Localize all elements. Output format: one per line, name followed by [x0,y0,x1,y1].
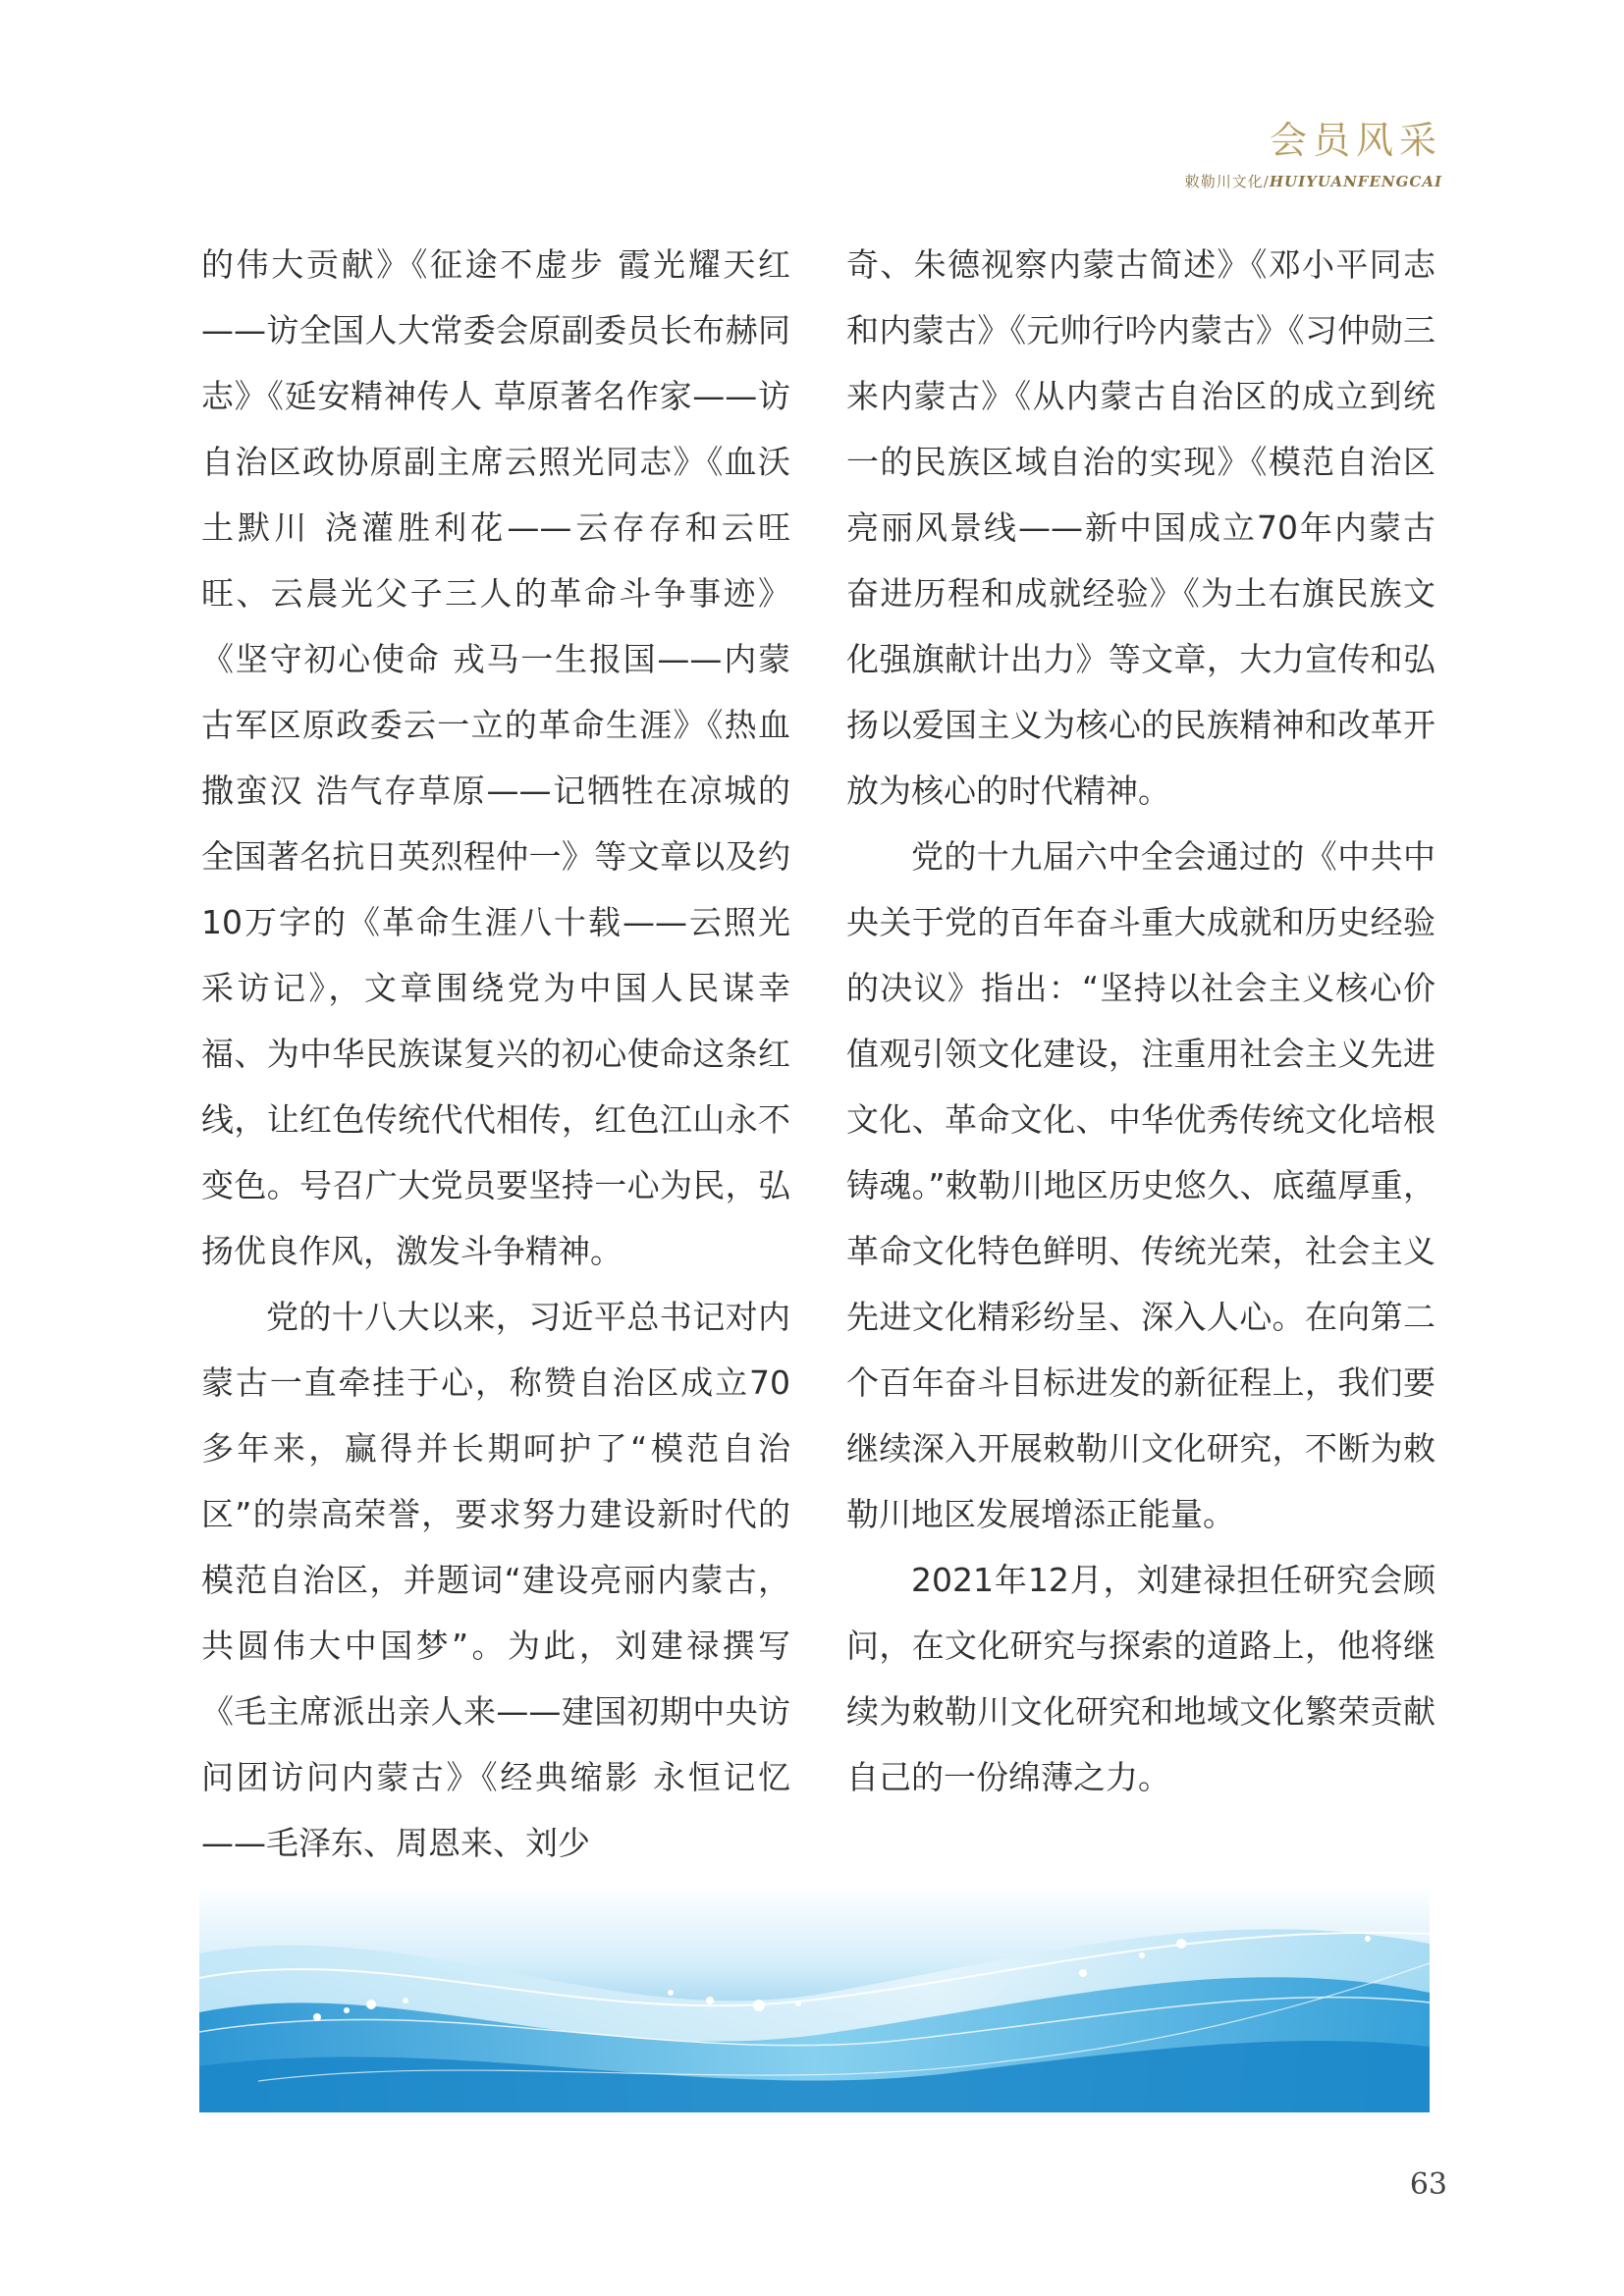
left-text-column [201,232,790,1876]
paragraph: 2021年12月，刘建禄担任研究会顾问，在文化研究与探索的道路上，他将继续为敕勒川文化研究和地域文化繁荣贡献自己的一份绵薄之力。 [846,1561,1435,1796]
subtitle-latin: HUIYUANFENGCAI [1269,173,1442,190]
decorative-wave-banner [199,1885,1430,2112]
subtitle-chinese: 敕勒川文化/ [1184,173,1270,190]
wave-graphic [199,1885,1430,2112]
page-number: 63 [1409,2167,1447,2202]
section-title: 会员风采 [1269,119,1442,162]
section-subtitle [1185,171,1442,191]
paragraph: 党的十八大以来，习近平总书记对内蒙古一直牵挂于心，称赞自治区成立70多年来，赢得并长期呵护了“模范自治区”的崇高荣誉，要求努力建设新时代的模范自治区，并题词“建设亮丽内蒙古，共圆伟大中国梦”。为此，刘建禄撰写《毛主席派出亲人来——建国初期中央访问团访问内蒙古》《经典缩影 永恒记忆——毛泽东、周恩来、刘少 [201,1298,790,1862]
paragraph: 奇、朱德视察内蒙古简述》《邓小平同志和内蒙古》《元帅行吟内蒙古》《习仲勋三来内蒙古》《从内蒙古自治区的成立到统一的民族区域自治的实现》《模范自治区 亮丽风景线——新中国成立70年内蒙古奋进历程和成就经验》《为土右旗民族文化强旗献计出力》等文章，大力宣传和弘扬以爱国主义为核心的民族精神和改革开放为核心的时代精神。 [846,245,1435,810]
right-text-column [846,232,1435,1810]
paragraph: 党的十九届六中全会通过的《中共中央关于党的百年奋斗重大成就和历史经验的决议》指出：“坚持以社会主义核心价值观引领文化建设，注重用社会主义先进文化、革命文化、中华优秀传统文化培根铸魂。”敕勒川地区历史悠久、底蕴厚重，革命文化特色鲜明、传统光荣，社会主义先进文化精彩纷呈、深入人心。在向第二个百年奋斗目标进发的新征程上，我们要继续深入开展敕勒川文化研究，不断为敕勒川地区发展增添正能量。 [846,837,1435,1533]
paragraph: 的伟大贡献》《征途不虚步 霞光耀天红——访全国人大常委会原副委员长布赫同志》《延安精神传人 草原著名作家——访自治区政协原副主席云照光同志》《血沃土默川 浇灌胜利花——云存存和云旺旺、云晨光父子三人的革命斗争事迹》《坚守初心使命 戎马一生报国——内蒙古军区原政委云一立的革命生涯》《热血撒蛮汉 浩气存草原——记牺牲在凉城的全国著名抗日英烈程仲一》等文章以及约10万字的《革命生涯八十载——云照光采访记》，文章围绕党为中国人民谋幸福、为中华民族谋复兴的初心使命这条红线，让红色传统代代相传，红色江山永不变色。号召广大党员要坚持一心为民，弘扬优良作风，激发斗争精神。 [201,245,790,1270]
section-header [1185,116,1442,191]
